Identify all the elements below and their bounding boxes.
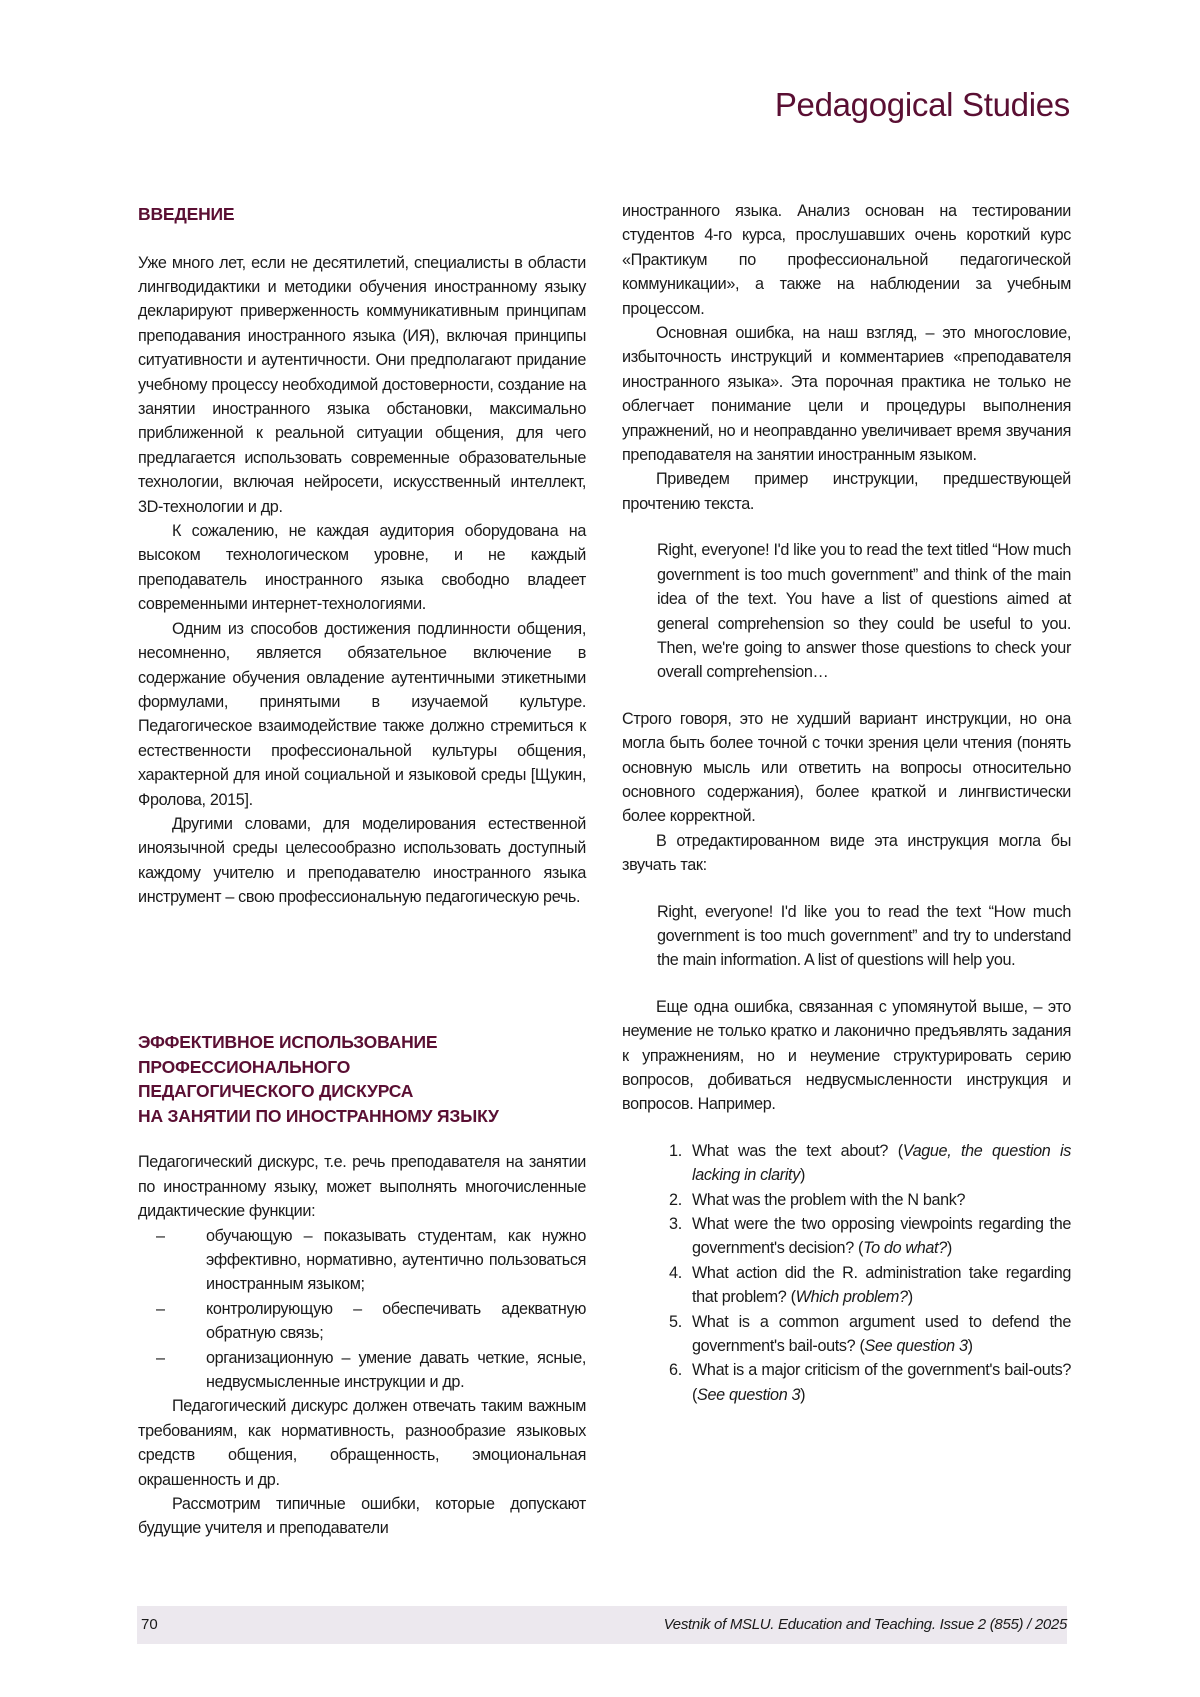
heading-line: ПРОФЕССИОНАЛЬНОГО: [138, 1057, 350, 1077]
list-item: – обучающую – показывать студентам, как нужно эффективно, нормативно, аутентично пользоваться иностранным языком;: [206, 1224, 586, 1297]
journal-title: Vestnik of MSLU. Education and Teaching. Issue 2 (855) / 2025: [664, 1616, 1067, 1633]
page-number: 70: [141, 1616, 158, 1633]
question-text: What was the text about?: [692, 1142, 898, 1160]
question-text: What is a major criticism of the government's bail-outs?: [692, 1361, 1071, 1379]
heading-line: НА ЗАНЯТИИ ПО ИНОСТРАННОМУ ЯЗЫКУ: [138, 1106, 499, 1126]
question-item: [686, 1358, 1071, 1407]
paragraph: Одним из способов достижения подлинности общения, несомненно, является обязательное включение в содержание обучения овладение аутентичными этикетными формулами, принятыми в изучаемой культуре. Педагогическое взаимодействие также должно стремиться к естественности профессиональной культуры общения, характерной для иной социальной и языковой среды [Щукин, Фролова, 2015].: [138, 617, 586, 812]
question-text: What was the problem with the N bank?: [692, 1191, 965, 1209]
question-item: [686, 1212, 1071, 1261]
question-item: [686, 1261, 1071, 1310]
section-heading-introduction: ВВЕДЕНИЕ: [138, 202, 586, 227]
paragraph: Уже много лет, если не десятилетий, специалисты в области лингводидактики и методики обучения иностранному языку декларируют приверженность коммуникативным принципам преподавания иностранного языка (ИЯ), включая принципы ситуативности и аутентичности. Они предполагают придание учебному процессу необходимой достоверности, создание на занятии иностранного языка обстановки, максимально приближенной к реальной ситуации общения, для чего предлагается использовать современные образовательные технологии, включая нейросети, искусственный интеллект, 3D-технологии и др.: [138, 251, 586, 519]
paragraph: Строго говоря, это не худший вариант инструкции, но она могла быть более точной с точки зрения цели чтения (понять основную мысль или ответить на вопросы относительно основного содержания), более краткой и лингвистически более корректной.: [622, 707, 1071, 829]
heading-line: ЭФФЕКТИВНОЕ ИСПОЛЬЗОВАНИЕ: [138, 1032, 437, 1052]
heading-line: ПЕДАГОГИЧЕСКОГО ДИСКУРСА: [138, 1081, 413, 1101]
question-item: [686, 1310, 1071, 1359]
question-note: ( See question 3 ): [692, 1386, 805, 1404]
questions-list: [622, 1139, 1071, 1407]
question-item: [686, 1188, 1071, 1212]
list-item: – контролирующую – обеспечивать адекватную обратную связь;: [206, 1297, 586, 1346]
list-item: – организационную – умение давать четкие, ясные, недвусмысленные инструкции и др.: [206, 1346, 586, 1395]
question-note: ( Vague, the question is lacking in clarity ): [692, 1142, 1071, 1184]
paragraph: Еще одна ошибка, связанная с упомянутой выше, – это неумение не только кратко и лаконично предъявлять задания к упражнениям, но и неумение структурировать серию вопросов, добиваться недвусмысленности инструкция и вопросов. Например.: [622, 995, 1071, 1117]
question-note: ( Which problem? ): [791, 1288, 913, 1306]
question-note: ( To do what? ): [858, 1239, 952, 1257]
section-heading-effective-discourse: [138, 1030, 586, 1128]
left-column-section2: [138, 1030, 586, 1541]
paragraph: Основная ошибка, на наш взгляд, – это многословие, избыточность инструкций и комментариев «преподавателя иностранного языка». Эта порочная практика не только не облегчает понимание цели и процедуры выполнения упражнений, но и неоправданно увеличивает время звучания преподавателя на занятии иностранным языком.: [622, 321, 1071, 467]
paragraph: К сожалению, не каждая аудитория оборудована на высоком технологическом уровне, и не каждый преподаватель иностранного языка свободно владеет современными интернет-технологиями.: [138, 519, 586, 617]
question-text: What action did the R. administration take regarding that problem?: [692, 1264, 1071, 1306]
paragraph: В отредактированном виде эта инструкция могла бы звучать так:: [622, 829, 1071, 878]
paragraph: Педагогический дискурс, т.е. речь преподавателя на занятии по иностранному языку, может выполнять многочисленные дидактические функции:: [138, 1150, 586, 1223]
question-item: [686, 1139, 1071, 1188]
paragraph: Приведем пример инструкции, предшествующей прочтению текста.: [622, 467, 1071, 516]
paragraph: Рассмотрим типичные ошибки, которые допускают будущие учителя и преподаватели: [138, 1492, 586, 1541]
running-header: Pedagogical Studies: [775, 86, 1070, 124]
paragraph: Другими словами, для моделирования естественной иноязычной среды целесообразно использовать доступный каждому учителю и преподавателю иностранного языка инструмент – свою профессиональную педагогическую речь.: [138, 812, 586, 910]
page-footer: [137, 1606, 1067, 1644]
question-text: What is a common argument used to defend the government's bail-outs?: [692, 1313, 1071, 1355]
functions-list: [138, 1224, 586, 1395]
paragraph: иностранного языка. Анализ основан на тестировании студентов 4-го курса, прослушавших очень короткий курс «Практикум по профессиональной педагогической коммуникации», а также на наблюдении за учебным процессом.: [622, 199, 1071, 321]
example-instruction: Right, everyone! I'd like you to read the text titled “How much government is too much government” and think of the main idea of the text. You have a list of questions aimed at general comprehension so they could be useful to you. Then, we're going to answer those questions to check your overall comprehension…: [622, 538, 1071, 684]
paragraph: Педагогический дискурс должен отвечать таким важным требованиям, как нормативность, разнообразие языковых средств общения, обращенность, эмоциональная окрашенность и др.: [138, 1394, 586, 1492]
question-text: What were the two opposing viewpoints regarding the government's decision?: [692, 1215, 1071, 1257]
edited-instruction: Right, everyone! I'd like you to read the text “How much government is too much government” and try to understand the main information. A list of questions will help you.: [622, 900, 1071, 973]
right-column: [622, 199, 1071, 1407]
left-column: [138, 202, 586, 910]
question-note: ( See question 3 ): [859, 1337, 972, 1355]
